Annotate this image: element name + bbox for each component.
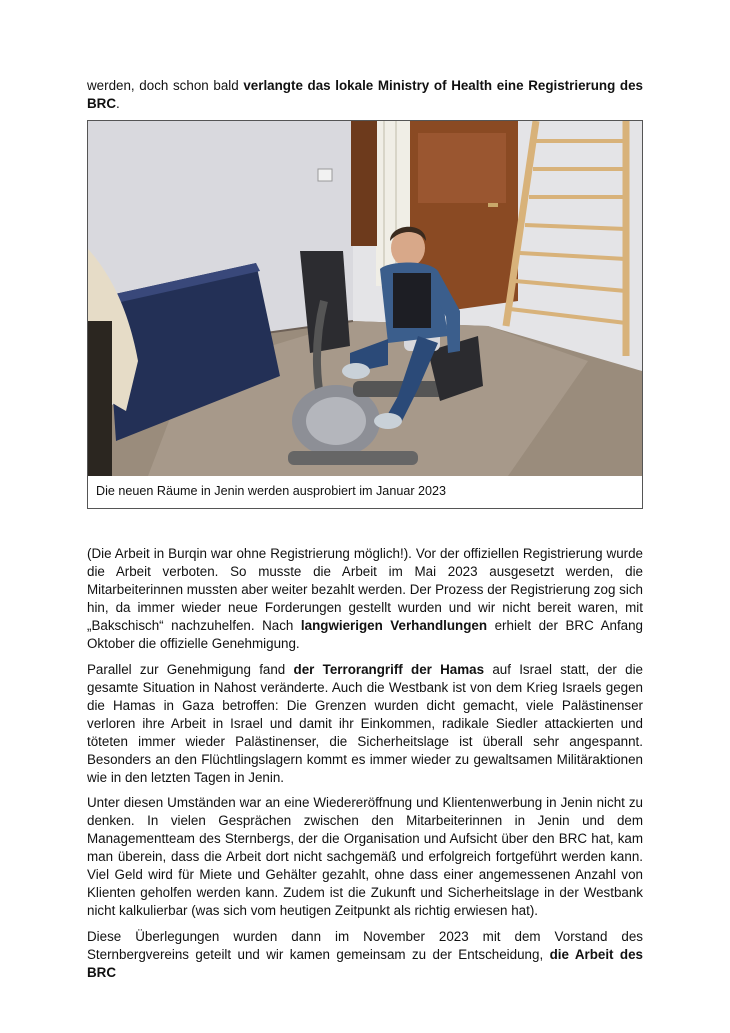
paragraph-bold-text: der Terrorangriff der Hamas bbox=[293, 662, 485, 677]
paragraph-circumstances bbox=[87, 794, 643, 920]
intro-text-end: . bbox=[116, 96, 120, 111]
paragraph-decision bbox=[87, 928, 643, 982]
door-frame bbox=[351, 121, 377, 246]
intro-paragraph bbox=[87, 77, 643, 113]
paragraph-text: Parallel zur Genehmigung fand bbox=[87, 662, 294, 677]
chair-edge bbox=[88, 321, 112, 476]
intro-bold-text: verlangte das lokale Ministry of Health eine Registrierung des BRC bbox=[87, 78, 643, 111]
door-panel bbox=[418, 133, 506, 203]
photo-icon bbox=[88, 121, 642, 476]
photo-caption: Die neuen Räume in Jenin werden ausprobiert im Januar 2023 bbox=[96, 484, 447, 498]
paragraph-hamas-attack bbox=[87, 661, 643, 787]
paragraph-text: auf Israel statt, der die gesamte Situation in Nahost veränderte. Auch die Westbank ist von dem Krieg Israels gegen die Hamas in Gaza betroffen: Die Grenzen wurden dicht gemacht, viele Palästinenser verloren ihre Arbeit in Israel und damit ihr Einkommen, radikale Siedler attackierten und töteten immer wieder Palästinenser, die Sicherheitslage ist überall sehr angespannt. Besonders an den Flüchtlingslagern kommt es immer wieder zu gewaltsamen Militäraktionen wie in den letzten Tagen in Jenin. bbox=[87, 662, 644, 785]
intro-text: werden, doch schon bald bbox=[87, 78, 244, 93]
paragraph-text: erhielt der BRC Anfang Oktober die offizielle Genehmigung. bbox=[87, 618, 644, 651]
paragraph-text: (Die Arbeit in Burqin war ohne Registrierung möglich!). Vor der offiziellen Registrierung wurde die Arbeit verboten. So musste die Arbeit im Mai 2023 ausgesetzt werden, die Mitarbeiterinnen mussten aber weiter bezahlt werden. Der Prozess der Registrierung zog sich hin, da immer wieder neue Forderungen gestellt wurden und wir nicht bereit waren, mit „Bakschisch“ nachzuhelfen. Nach bbox=[87, 546, 643, 633]
paragraph-bold-text: langwierigen Verhandlungen bbox=[300, 618, 488, 633]
paragraph-text: Diese Überlegungen wurden dann im November 2023 mit dem Vorstand des Sternbergvereins geteilt und wir kamen gemeinsam zu der Entscheidung, bbox=[87, 929, 643, 962]
door-handle bbox=[488, 203, 498, 207]
paragraph-text: Unter diesen Umständen war an eine Wiedereröffnung und Klientenwerbung in Jenin nicht zu denken. In vielen Gesprächen zwischen den Mitarbeiterinnen in Jenin und dem Managementteam des Sternbergs, der die Organisation und Aufsicht über den BRC hat, kam man überein, dass die Arbeit dort nicht sachgemäß und erfolgreich fortgeführt werden kann. Viel Geld wird für Miete und Gehälter gezahlt, ohne dass einer angemessenen Anzahl von Klienten geholfen werden kann. Zudem ist die Zukunft und Sicherheitslage in der Westbank nicht kalkulierbar (was sich vom heutigen Zeitpunkt als richtig erwiesen hat). bbox=[87, 795, 643, 918]
light-switch bbox=[318, 169, 332, 181]
paragraph-registration bbox=[87, 545, 643, 653]
paragraph-bold-text: die Arbeit des BRC bbox=[87, 947, 643, 980]
photo-figure bbox=[87, 120, 643, 509]
photo-therapy-room bbox=[88, 121, 642, 476]
